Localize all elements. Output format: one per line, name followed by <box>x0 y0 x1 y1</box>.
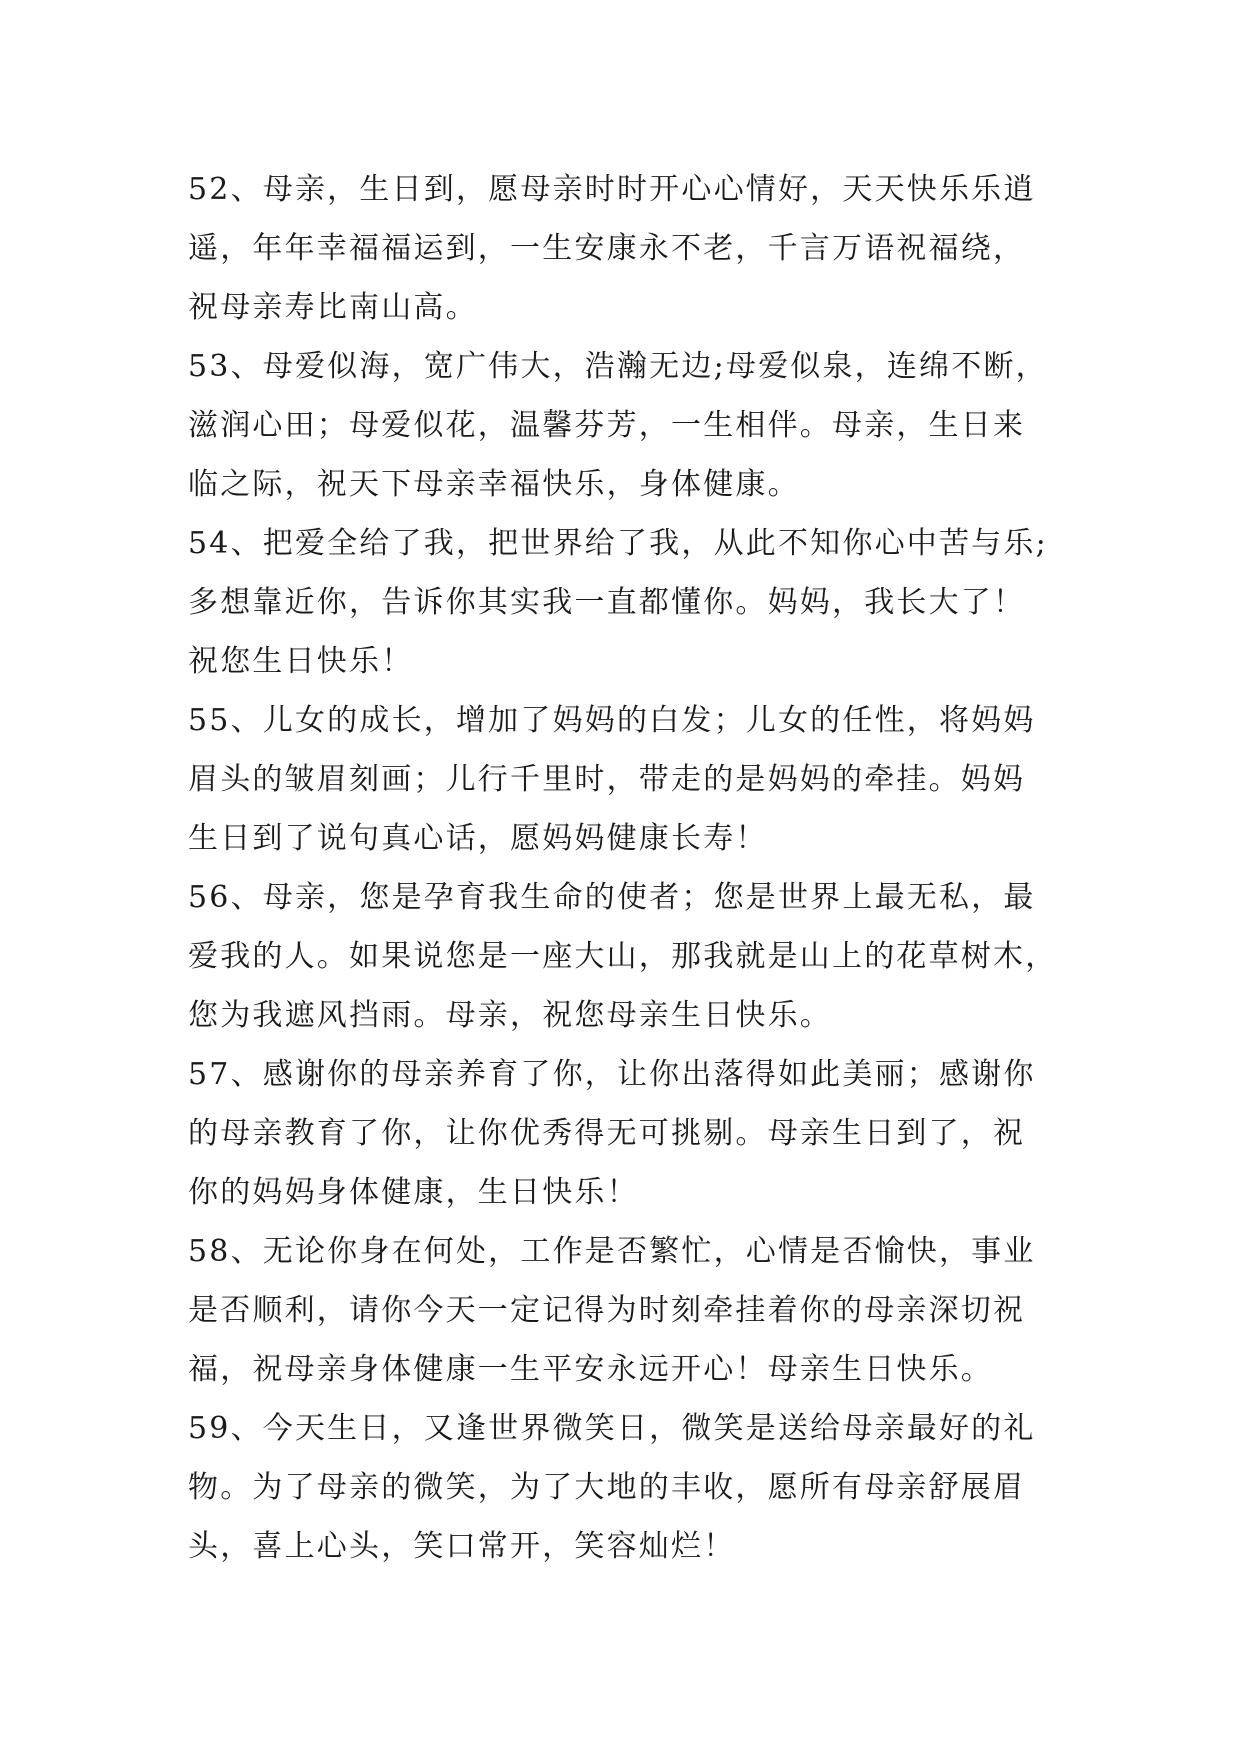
entry-line: 生日到了说句真心话，愿妈妈健康长寿！ <box>188 821 768 856</box>
entry-line: 55、儿女的成长，增加了妈妈的白发；儿女的任性，将妈妈 <box>188 703 1036 738</box>
entry-56 <box>188 868 1068 1045</box>
entry-line: 头，喜上心头，笑口常开，笑容灿烂！ <box>188 1529 736 1564</box>
entry-line: 53、母爱似海，宽广伟大，浩瀚无边;母爱似泉，连绵不断， <box>188 349 1048 384</box>
entry-57 <box>188 1045 1068 1222</box>
entry-line: 祝母亲寿比南山高。 <box>188 290 478 325</box>
entry-58 <box>188 1222 1068 1399</box>
entry-line: 多想靠近你，告诉你其实我一直都懂你。妈妈，我长大了！ <box>188 585 1026 620</box>
entry-line: 物。为了母亲的微笑，为了大地的丰收，愿所有母亲舒展眉 <box>188 1470 1026 1505</box>
page-content <box>188 160 1068 1576</box>
entry-line: 滋润心田；母爱似花，温馨芬芳，一生相伴。母亲，生日来 <box>188 408 1026 443</box>
entry-line: 57、感谢你的母亲养育了你，让你出落得如此美丽；感谢你 <box>188 1057 1036 1092</box>
entry-line: 的母亲教育了你，让你优秀得无可挑剔。母亲生日到了，祝 <box>188 1116 1026 1151</box>
entry-line: 是否顺利，请你今天一定记得为时刻牵挂着你的母亲深切祝 <box>188 1293 1026 1328</box>
entry-54 <box>188 514 1068 691</box>
entry-line: 您为我遮风挡雨。母亲，祝您母亲生日快乐。 <box>188 998 832 1033</box>
entry-line: 你的妈妈身体健康，生日快乐！ <box>188 1175 639 1210</box>
entry-52 <box>188 160 1068 337</box>
entry-55 <box>188 691 1068 868</box>
entry-line: 临之际，祝天下母亲幸福快乐，身体健康。 <box>188 467 800 502</box>
entry-line: 52、母亲，生日到，愿母亲时时开心心情好，天天快乐乐逍 <box>188 172 1036 207</box>
entry-59 <box>188 1399 1068 1576</box>
entry-line: 遥，年年幸福福运到，一生安康永不老，千言万语祝福绕， <box>188 231 1026 266</box>
entry-line: 福，祝母亲身体健康一生平安永远开心！母亲生日快乐。 <box>188 1352 993 1387</box>
entry-line: 爱我的人。如果说您是一座大山，那我就是山上的花草树木， <box>188 939 1058 974</box>
entry-line: 54、把爱全给了我，把世界给了我，从此不知你心中苦与乐; <box>188 526 1048 561</box>
entry-53 <box>188 337 1068 514</box>
entry-line: 59、今天生日，又逢世界微笑日，微笑是送给母亲最好的礼 <box>188 1411 1036 1446</box>
entry-line: 祝您生日快乐！ <box>188 644 414 679</box>
entry-line: 58、无论你身在何处，工作是否繁忙，心情是否愉快，事业 <box>188 1234 1036 1269</box>
entry-line: 56、母亲，您是孕育我生命的使者；您是世界上最无私，最 <box>188 880 1036 915</box>
entry-line: 眉头的皱眉刻画；儿行千里时，带走的是妈妈的牵挂。妈妈 <box>188 762 1026 797</box>
